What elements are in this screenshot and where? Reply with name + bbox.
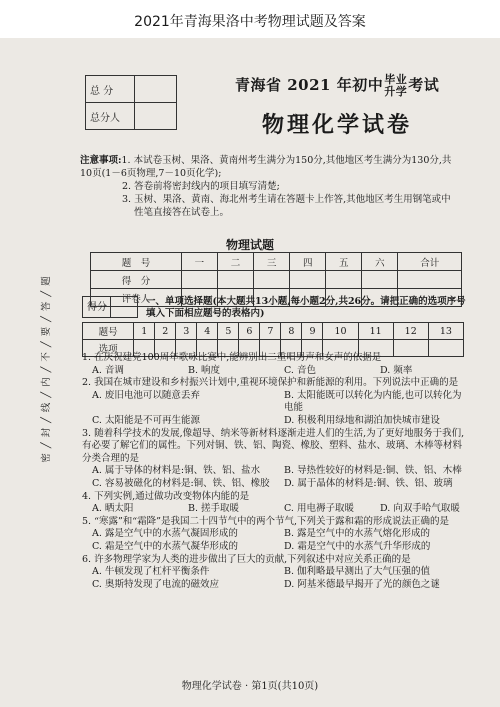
- question-option: D. 属于晶体的材料是:铜、铁、铝、玻璃: [284, 477, 453, 489]
- question-option: C. 奥斯特发现了电流的磁效应: [92, 578, 219, 590]
- question-option: B. 响度: [188, 364, 221, 376]
- question-options: [82, 528, 466, 553]
- question-options: [82, 503, 466, 516]
- total-score-label: 总 分: [86, 76, 135, 103]
- notice-item: 1. 本试卷玉树、果洛、黄南州考生满分为150分,其他地区考生满分为130分,共10页(1－6页物理,7－10页化学);: [80, 155, 452, 179]
- answer-number-cell: 11: [358, 323, 393, 340]
- question-stem: 6. 许多物理学家为人类的进步做出了巨大的贡献,下列叙述中对应关系正确的是: [82, 553, 411, 565]
- question-option: A. 废旧电池可以随意丢弃: [92, 389, 200, 401]
- section-title: 物理试题: [225, 238, 274, 252]
- scorer-label: 总分人: [86, 103, 135, 130]
- question-stem: 2. 我国在城市建设和乡村振兴计划中,重视环境保护和新能源的利用。下列说法中正确的是: [82, 377, 459, 389]
- answer-number-cell: 12: [393, 323, 428, 340]
- answer-number-cell: 7: [260, 323, 281, 340]
- answer-number-cell: 6: [239, 323, 260, 340]
- question-stem: 1. 在庆祝建党100周年歌咏比赛中,能辨别出二重唱男声和女声的依据是: [82, 352, 382, 363]
- score-table: 题 号 一 二 三 四 五 六 合计 得 分 评卷人: [90, 252, 462, 307]
- question-options: [82, 390, 466, 428]
- question-options: [82, 365, 466, 378]
- question-option: B. 露是空气中的水蒸气熔化形成的: [284, 528, 431, 540]
- part1-heading: 一、单项选择题(本大题共13小题,每小题2分,共26分。请把正确的选项序号填入下面相应题号的表格内): [146, 296, 466, 319]
- question-option: A. 属于导体的材料是:铜、铁、铝、盐水: [92, 465, 261, 477]
- question-option: C. 太阳能是不可再生能源: [92, 414, 200, 426]
- question-options: [82, 465, 466, 490]
- question-option: A. 牛顿发现了杠杆平衡条件: [92, 566, 210, 578]
- question-stem: 4. 下列实例,通过做功改变物体内能的是: [82, 490, 250, 502]
- question-option: D. 霜是空气中的水蒸气升华形成的: [284, 540, 431, 552]
- document-title: 2021年青海果洛中考物理试题及答案: [0, 8, 500, 36]
- seal-line-text: 密 ╱ 封 ╱ 线 ╱ 内 ╱ 不 ╱ 要 ╱ 答 ╱ 题: [41, 275, 52, 463]
- notice-block: [80, 154, 460, 219]
- answer-table: 题号 1 2 3 4 5 6 7 8 9 10 11 12 13 选项: [82, 322, 464, 357]
- question-option: A. 露是空气中的水蒸气凝固形成的: [92, 528, 238, 540]
- exam-heading: 青海省 2021 年初中毕业 升学考试: [235, 73, 440, 98]
- page-footer: 物理化学试卷 · 第1页(共10页): [181, 681, 319, 692]
- answer-number-cell: 8: [281, 323, 302, 340]
- notice-label: 注意事项:: [80, 155, 122, 166]
- answer-number-cell: 9: [302, 323, 323, 340]
- question-option: B. 导热性较好的材料是:铜、铁、铝、木棒: [284, 465, 462, 477]
- question-option: A. 音调: [92, 364, 124, 376]
- question-options: [82, 566, 466, 591]
- questions-list: [82, 352, 466, 591]
- question-stem: 5. “寒露”和“霜降”是我国二十四节气中的两个节气,下列关于露和霜的形成说法正确的是: [82, 515, 450, 527]
- seal-line-margin: [30, 140, 56, 600]
- answer-number-cell: 3: [176, 323, 197, 340]
- question-option: B. 搓手取暖: [188, 503, 240, 515]
- notice-item: 3. 玉树、果洛、黄南、海北州考生请在答题卡上作答,其他地区考生用钢笔或中性笔直接答在试卷上。: [122, 194, 451, 218]
- question-option: D. 阿基米德最早揭开了光的颜色之谜: [284, 578, 440, 590]
- answer-number-cell: 10: [323, 323, 358, 340]
- total-score-box: [85, 75, 177, 130]
- question-option: D. 向双手哈气取暖: [380, 503, 460, 515]
- question-option: D. 频率: [380, 364, 413, 376]
- question-option: B. 太阳能既可以转化为内能,也可以转化为电能: [284, 389, 462, 414]
- answer-number-cell: 1: [134, 323, 155, 340]
- answer-number-cell: 2: [155, 323, 176, 340]
- part1-score-box: 得分: [82, 296, 138, 318]
- question-option: D. 积极利用绿地和湖泊加快城市建设: [284, 414, 440, 426]
- question-option: C. 霜是空气中的水蒸气凝华形成的: [92, 540, 238, 552]
- question-option: C. 容易被磁化的材料是:铜、铁、铝、橡胶: [92, 477, 270, 489]
- question-option: B. 伽利略最早测出了大气压强的值: [284, 566, 431, 578]
- question-stem: 3. 随着科学技术的发展,像超导、纳米等新材料逐渐走进人们的生活,为了更好地服务于我们,有必要了解它们的属性。下列对铜、铁、铝、陶瓷、橡胶、塑料、盐水、玻璃、木棒等材料分类合理的是: [82, 427, 465, 464]
- notice-item: 2. 答卷前将密封线内的项目填写清楚;: [122, 181, 280, 192]
- question-option: C. 用电褥子取暖: [284, 503, 354, 515]
- question-option: A. 晒太阳: [92, 503, 134, 515]
- answer-number-cell: 5: [218, 323, 239, 340]
- exam-subject-title: 物理化学试卷: [262, 112, 413, 138]
- question-option: C. 音色: [284, 364, 316, 376]
- answer-number-cell: 13: [428, 323, 463, 340]
- answer-number-cell: 4: [197, 323, 218, 340]
